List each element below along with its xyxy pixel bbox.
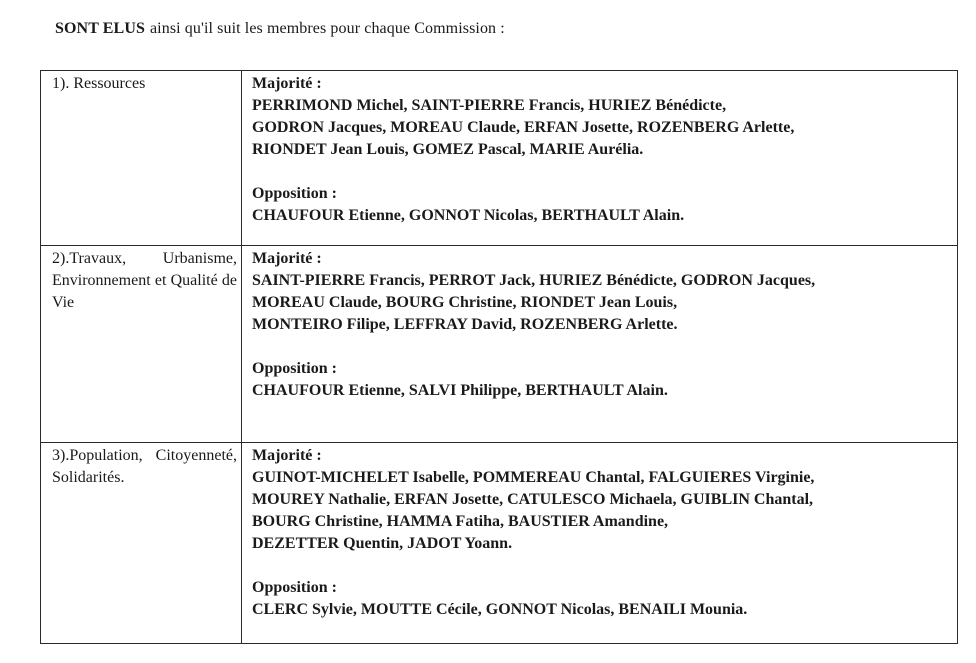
intro-lead: SONT ELUS: [55, 20, 145, 37]
commission-name: 2).Travaux, Urbanisme, Environnement et Qualité de Vie: [52, 250, 237, 311]
commission-name-cell: [41, 71, 242, 246]
majority-label: Majorité :: [252, 250, 322, 267]
opposition-label: Opposition :: [252, 360, 337, 377]
majority-names-line: SAINT-PIERRE Francis, PERROT Jack, HURIEZ Bénédicte, GODRON Jacques,: [252, 272, 816, 289]
spacer: [252, 555, 949, 577]
opposition-label: Opposition :: [252, 185, 337, 202]
majority-names-line: MOREAU Claude, BOURG Christine, RIONDET Jean Louis,: [252, 294, 678, 311]
majority-names-line: MOUREY Nathalie, ERFAN Josette, CATULESCO Michaela, GUIBLIN Chantal,: [252, 491, 814, 508]
majority-names-line: RIONDET Jean Louis, GOMEZ Pascal, MARIE Aurélia.: [252, 141, 644, 158]
commission-members-cell: [242, 443, 958, 644]
table-row: [41, 71, 958, 246]
commission-name: 3).Population, Citoyenneté, Solidarités.: [52, 447, 237, 486]
commission-name: 1). Ressources: [52, 75, 146, 92]
majority-label: Majorité :: [252, 75, 322, 92]
majority-label: Majorité :: [252, 447, 322, 464]
commission-members-cell: [242, 246, 958, 443]
majority-names-line: GODRON Jacques, MOREAU Claude, ERFAN Josette, ROZENBERG Arlette,: [252, 119, 795, 136]
intro-sentence: [55, 20, 505, 38]
commission-name-cell: [41, 246, 242, 443]
spacer: [252, 336, 949, 358]
commissions-table: [40, 70, 958, 644]
majority-names-line: DEZETTER Quentin, JADOT Yoann.: [252, 535, 513, 552]
opposition-names-line: CHAUFOUR Etienne, SALVI Philippe, BERTHAULT Alain.: [252, 382, 668, 399]
table-row: [41, 246, 958, 443]
opposition-label: Opposition :: [252, 579, 337, 596]
majority-names-line: MONTEIRO Filipe, LEFFRAY David, ROZENBERG Arlette.: [252, 316, 678, 333]
spacer: [252, 161, 949, 183]
intro-text: ainsi qu'il suit les membres pour chaque Commission :: [149, 20, 505, 37]
opposition-names-line: CHAUFOUR Etienne, GONNOT Nicolas, BERTHAULT Alain.: [252, 207, 685, 224]
majority-names-line: GUINOT-MICHELET Isabelle, POMMEREAU Chantal, FALGUIERES Virginie,: [252, 469, 815, 486]
opposition-names-line: CLERC Sylvie, MOUTTE Cécile, GONNOT Nicolas, BENAILI Mounia.: [252, 601, 748, 618]
commission-name-cell: [41, 443, 242, 644]
commission-members-cell: [242, 71, 958, 246]
table-row: [41, 443, 958, 644]
majority-names-line: PERRIMOND Michel, SAINT-PIERRE Francis, HURIEZ Bénédicte,: [252, 97, 727, 114]
majority-names-line: BOURG Christine, HAMMA Fatiha, BAUSTIER Amandine,: [252, 513, 669, 530]
